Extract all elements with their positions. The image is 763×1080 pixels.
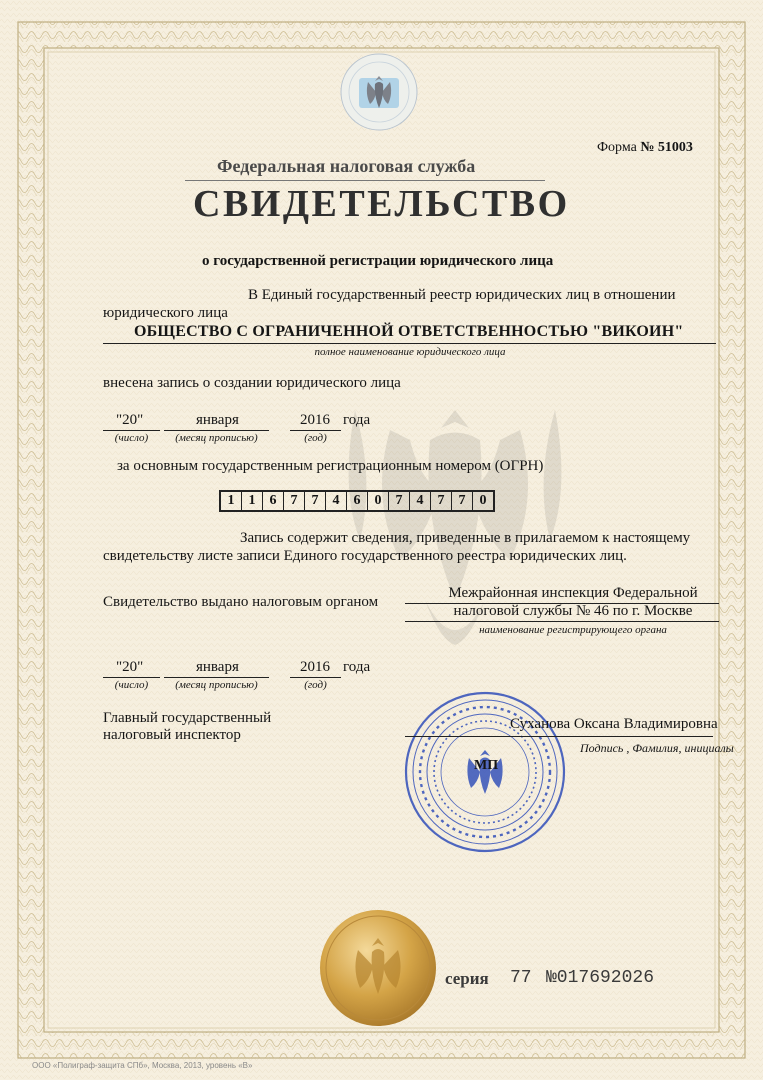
document-subtitle: о государственной регистрации юридического лица: [202, 253, 554, 269]
ogrn-digit: 1: [242, 492, 263, 510]
record-month-caption: (месяц прописью): [175, 432, 258, 444]
ogrn-digit: 0: [368, 492, 389, 510]
ogrn-digit: 7: [305, 492, 326, 510]
ogrn-digit: 4: [326, 492, 347, 510]
entity-name-caption: полное наименование юридического лица: [314, 346, 506, 358]
series-code: 77: [510, 968, 532, 988]
ogrn-digit: 7: [431, 492, 452, 510]
series-label: серия: [445, 969, 489, 988]
form-number: [597, 140, 693, 156]
record-text: внесена запись о создании юридического лица: [103, 375, 401, 391]
series-number: №017692026: [546, 968, 655, 988]
mp-label: МП: [474, 758, 499, 773]
fns-emblem: [339, 52, 419, 132]
record-year: 2016: [300, 412, 330, 428]
form-label: Форма: [597, 140, 637, 155]
agency-name: Федеральная налоговая служба: [217, 156, 476, 176]
ogrn-digit: 7: [389, 492, 410, 510]
issue-day-caption: (число): [114, 679, 149, 691]
signature-underline: [405, 736, 713, 737]
issue-year: 2016: [300, 659, 330, 675]
issuer-label: Свидетельство выдано налоговым органом: [103, 594, 379, 610]
record-day-caption: (число): [114, 432, 149, 444]
issue-year-suffix: года: [343, 659, 371, 675]
record-month-underline: [164, 430, 269, 431]
record-day-underline: [103, 430, 160, 431]
position-line-2: налоговый инспектор: [103, 727, 241, 743]
ogrn-digit: 7: [284, 492, 305, 510]
form-number-value: № 51003: [640, 140, 693, 155]
record-note-line-2: свидетельству листе записи Единого государственного реестра юридических лиц.: [103, 548, 627, 564]
intro-line-2: юридического лица: [103, 305, 228, 321]
issue-day-underline: [103, 677, 160, 678]
signature-caption: Подпись , Фамилия, инициалы: [580, 741, 734, 755]
issue-year-underline: [290, 677, 341, 678]
position-line-1: Главный государственный: [103, 710, 272, 726]
ogrn-digit: 1: [221, 492, 242, 510]
ogrn-digit: 0: [479, 493, 487, 508]
ogrn-label: за основным государственным регистрационным номером (ОГРН): [117, 458, 544, 474]
issuer-name-line-1: Межрайонная инспекция Федеральной: [448, 585, 698, 601]
entity-name-underline: [103, 343, 716, 344]
document-title: СВИДЕТЕЛЬСТВО: [193, 183, 570, 225]
issue-month-caption: (месяц прописью): [175, 679, 258, 691]
record-year-suffix: года: [343, 412, 371, 428]
gold-seal: [318, 908, 438, 1028]
ogrn-digit: 4: [410, 492, 431, 510]
issue-day: "20": [116, 659, 144, 675]
record-month: января: [196, 412, 239, 428]
record-note-line-1: Запись содержит сведения, приведенные в прилагаемом к настоящему: [240, 530, 691, 546]
issuer-caption: наименование регистрирующего органа: [479, 624, 667, 636]
ogrn-boxes: [219, 490, 495, 512]
ogrn-digit: 7: [452, 492, 473, 510]
intro-line-1: В Единый государственный реестр юридических лиц в отношении: [248, 287, 676, 303]
record-day: "20": [116, 412, 144, 428]
record-year-underline: [290, 430, 341, 431]
printer-imprint: ООО «Полиграф-защита СПб», Москва, 2013, уровень «В»: [32, 1061, 253, 1070]
agency-underline: [185, 180, 545, 181]
issuer-line-2-underline: [405, 621, 719, 622]
ogrn-digit: 6: [347, 492, 368, 510]
issue-year-caption: (год): [304, 679, 327, 691]
signatory-name: Суханова Оксана Владимировна: [510, 716, 718, 732]
entity-name: ОБЩЕСТВО С ОГРАНИЧЕННОЙ ОТВЕТСТВЕННОСТЬЮ "ВИКОИН": [134, 323, 684, 340]
record-year-caption: (год): [304, 432, 327, 444]
issue-month-underline: [164, 677, 269, 678]
issuer-name-line-2: налоговой службы № 46 по г. Москве: [453, 603, 693, 619]
ogrn-digit: 6: [263, 492, 284, 510]
issue-month: января: [196, 659, 239, 675]
